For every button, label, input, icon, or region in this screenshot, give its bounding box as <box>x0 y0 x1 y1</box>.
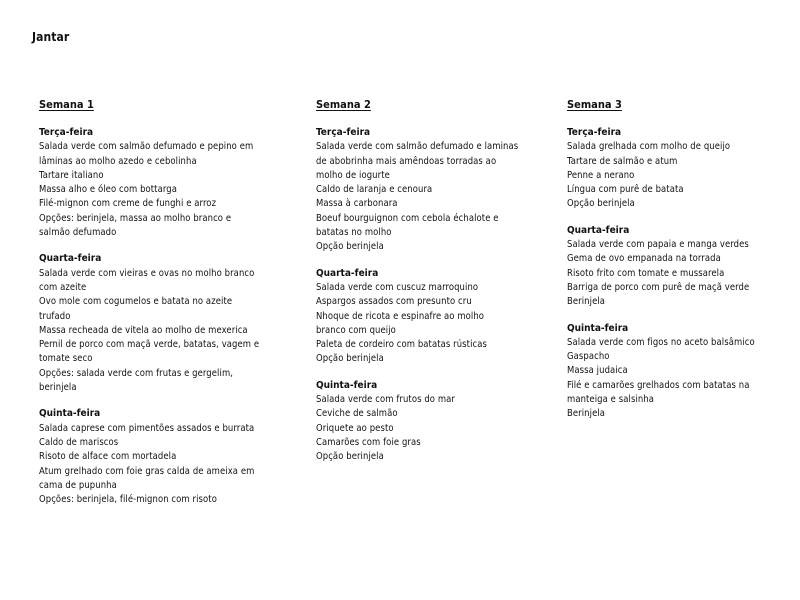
menu-line: Caldo de mariscos <box>39 436 119 448</box>
day-section <box>567 322 779 422</box>
day-section <box>316 379 528 465</box>
menu-line: Língua com purê de batata <box>567 184 684 196</box>
week-column-1 <box>39 97 279 519</box>
day-title: Quinta-feira <box>567 322 629 334</box>
menu-line: Pernil de porco com maçã verde, batatas, vagem e <box>39 339 260 351</box>
menu-line: Aspargos assados com presunto cru <box>316 296 472 308</box>
menu-line: Risoto de alface com mortadela <box>39 451 177 463</box>
menu-line: Massa à carbonara <box>316 198 398 210</box>
menu-line: trufado <box>39 310 71 322</box>
menu-line: Opções: berinjela, filé-mignon com risoto <box>39 494 217 506</box>
day-title: Terça-feira <box>39 127 94 138</box>
menu-line: Tartare italiano <box>39 169 104 181</box>
menu-line: Opção berinjela <box>316 353 384 365</box>
menu-line: lâminas ao molho azedo e cebolinha <box>39 155 197 167</box>
day-title: Quarta-feira <box>39 253 102 265</box>
menu-line: Salada verde com salmão defumado e pepino em <box>39 141 254 153</box>
menu-line: Salada verde com papaia e manga verdes <box>567 239 749 251</box>
menu-line: com azeite <box>39 281 87 293</box>
day-section <box>316 126 528 255</box>
menu-line: Salada caprese com pimentões assados e burrata <box>39 422 255 434</box>
menu-line: Salada verde com figos no aceto balsâmico <box>567 336 755 348</box>
menu-line: Salada verde com salmão defumado e laminas <box>316 141 519 153</box>
menu-line: Risoto frito com tomate e mussarela <box>567 267 725 279</box>
menu-line: Opções: salada verde com frutas e gergelim, <box>39 367 234 379</box>
day-section <box>567 224 779 310</box>
week-title: Semana 3 <box>567 98 622 111</box>
menu-line: Salada verde com vieiras e ovas no molho branco <box>39 267 255 279</box>
menu-line: Opção berinjela <box>316 451 384 463</box>
menu-line: Atum grelhado com foie gras calda de ameixa em <box>39 465 255 477</box>
menu-line: Penne a nerano <box>567 169 635 181</box>
menu-line: Massa recheada de vitela ao molho de mexerica <box>39 324 248 336</box>
menu-line: batatas no molho <box>316 227 392 239</box>
menu-line: salmão defumado <box>39 227 117 239</box>
day-title: Quarta-feira <box>316 267 379 279</box>
menu-line: Berinjela <box>567 296 606 308</box>
day-section <box>316 267 528 367</box>
menu-line: Salada verde com cuscuz marroquino <box>316 281 479 293</box>
menu-line: de abobrinha mais amêndoas torradas ao <box>316 155 497 167</box>
week-title: Semana 2 <box>316 98 371 111</box>
menu-line: Boeuf bourguignon com cebola échalote e <box>316 212 499 224</box>
day-section <box>567 126 779 212</box>
menu-line: berinjela <box>39 382 77 394</box>
menu-line: Ceviche de salmão <box>316 408 398 420</box>
menu-line: Salada verde com frutos do mar <box>316 394 455 406</box>
week-column-2 <box>316 97 528 477</box>
day-title: Quinta-feira <box>39 408 101 420</box>
menu-line: Paleta de cordeiro com batatas rústicas <box>316 339 488 351</box>
menu-line: Camarões com foie gras <box>316 436 421 448</box>
menu-line: Oriquete ao pesto <box>316 422 394 434</box>
menu-line: molho de iogurte <box>316 169 390 181</box>
menu-line: manteiga e salsinha <box>567 394 655 406</box>
menu-line: Ovo mole com cogumelos e batata no azeite <box>39 296 233 308</box>
day-title: Terça-feira <box>567 127 622 138</box>
menu-line: Opções: berinjela, massa ao molho branco e <box>39 212 232 224</box>
day-section <box>39 126 279 240</box>
menu-line: Tartare de salmão e atum <box>567 155 678 167</box>
menu-line: tomate seco <box>39 353 93 365</box>
menu-line: Barriga de porco com purê de maçã verde <box>567 281 750 293</box>
menu-line: Berinjela <box>567 408 606 420</box>
menu-line: branco com queijo <box>316 324 396 336</box>
menu-line: Filé-mignon com creme de funghi e arroz <box>39 198 217 210</box>
menu-line: cama de pupunha <box>39 479 117 491</box>
menu-line: Caldo de laranja e cenoura <box>316 184 433 196</box>
menu-line: Filé e camarões grelhados com batatas na <box>567 379 750 391</box>
day-title: Quinta-feira <box>316 379 378 391</box>
week-column-3 <box>567 97 779 434</box>
menu-line: Opção berinjela <box>316 241 384 253</box>
menu-line: Opção berinjela <box>567 198 635 210</box>
day-title: Terça-feira <box>316 127 371 138</box>
menu-line: Massa judaica <box>567 365 628 377</box>
week-title: Semana 1 <box>39 98 94 111</box>
day-section <box>39 407 279 507</box>
page-title: Jantar <box>32 30 70 44</box>
day-section <box>39 252 279 395</box>
menu-line: Massa alho e óleo com bottarga <box>39 184 177 196</box>
menu-line: Gaspacho <box>567 351 610 363</box>
menu-line: Salada grelhada com molho de queijo <box>567 141 731 153</box>
menu-line: Gema de ovo empanada na torrada <box>567 253 721 265</box>
menu-line: Nhoque de ricota e espinafre ao molho <box>316 310 485 322</box>
day-title: Quarta-feira <box>567 224 630 236</box>
